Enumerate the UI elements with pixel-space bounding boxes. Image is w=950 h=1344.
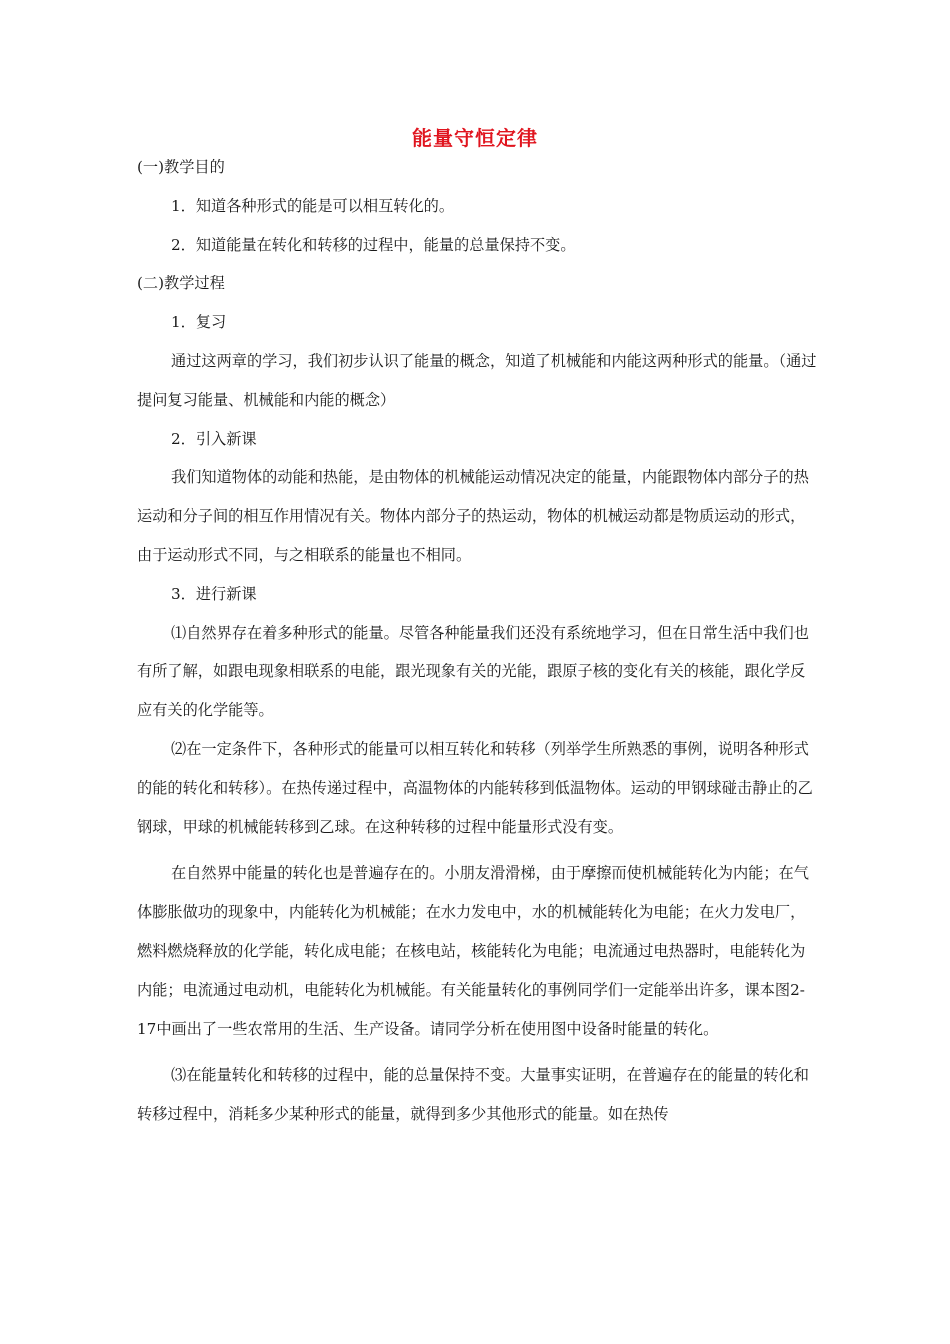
- paragraph-conversion-examples: 在自然界中能量的转化也是普遍存在的。小朋友滑滑梯，由于摩擦而使机械能转化为内能；在气体膨胀做功的现象中，内能转化为机械能；在水力发电中，水的机械能转化为电能；在火力发电厂，燃料燃烧释放的化学能，转化成电能；在核电站，核能转化为电能；电流通过电热器时，电能转化为内能；电流通过电动机，电能转化为机械能。有关能量转化的事例同学们一定能举出许多，课本图2-17中画出了一些农常用的生活、生产设备。请同学分析在使用图中设备时能量的转化。: [137, 864, 809, 1038]
- paragraph-point-1: ⑴自然界存在着多种形式的能量。尽管各种能量我们还没有系统地学习，但在日常生活中我们也有所了解，如跟电现象相联系的电能，跟光现象有关的光能，跟原子核的变化有关的核能，跟化学反应有关的化学能等。: [137, 623, 809, 720]
- step-heading-introduce: 2．引入新课: [171, 429, 257, 448]
- section-heading-objectives: (一)教学目的: [137, 158, 225, 176]
- paragraph-point-2: ⑵在一定条件下，各种形式的能量可以相互转化和转移（列举学生所熟悉的事例，说明各种形式的能的转化和转移）。在热传递过程中，高温物体的内能转移到低温物体。运动的甲钢球碰击静止的乙钢球，甲球的机械能转移到乙球。在这种转移的过程中能量形式没有变。: [137, 739, 813, 836]
- paragraph-introduce: 我们知道物体的动能和热能，是由物体的机械能运动情况决定的能量，内能跟物体内部分子的热运动和分子间的相互作用情况有关。物体内部分子的热运动，物体的机械运动都是物质运动的形式，由于运动形式不同，与之相联系的能量也不相同。: [137, 468, 809, 564]
- document-title: 能量守恒定律: [412, 126, 538, 150]
- document-body: [137, 148, 817, 1134]
- objective-item-1: 1．知道各种形式的能是可以相互转化的。: [171, 196, 455, 215]
- section-heading-process: (二)教学过程: [137, 274, 225, 293]
- objective-item-2: 2．知道能量在转化和转移的过程中，能量的总量保持不变。: [171, 235, 576, 254]
- paragraph-review: 通过这两章的学习，我们初步认识了能量的概念，知道了机械能和内能这两种形式的能量。（通过提问复习能量、机械能和内能的概念）: [137, 351, 817, 409]
- paragraph-point-3: ⑶在能量转化和转移的过程中，能的总量保持不变。大量事实证明，在普遍存在的能量的转化和转移过程中，消耗多少某种形式的能量，就得到多少其他形式的能量。如在热传: [137, 1066, 809, 1124]
- step-heading-new-lesson: 3．进行新课: [171, 584, 257, 603]
- step-heading-review: 1．复习: [171, 313, 227, 332]
